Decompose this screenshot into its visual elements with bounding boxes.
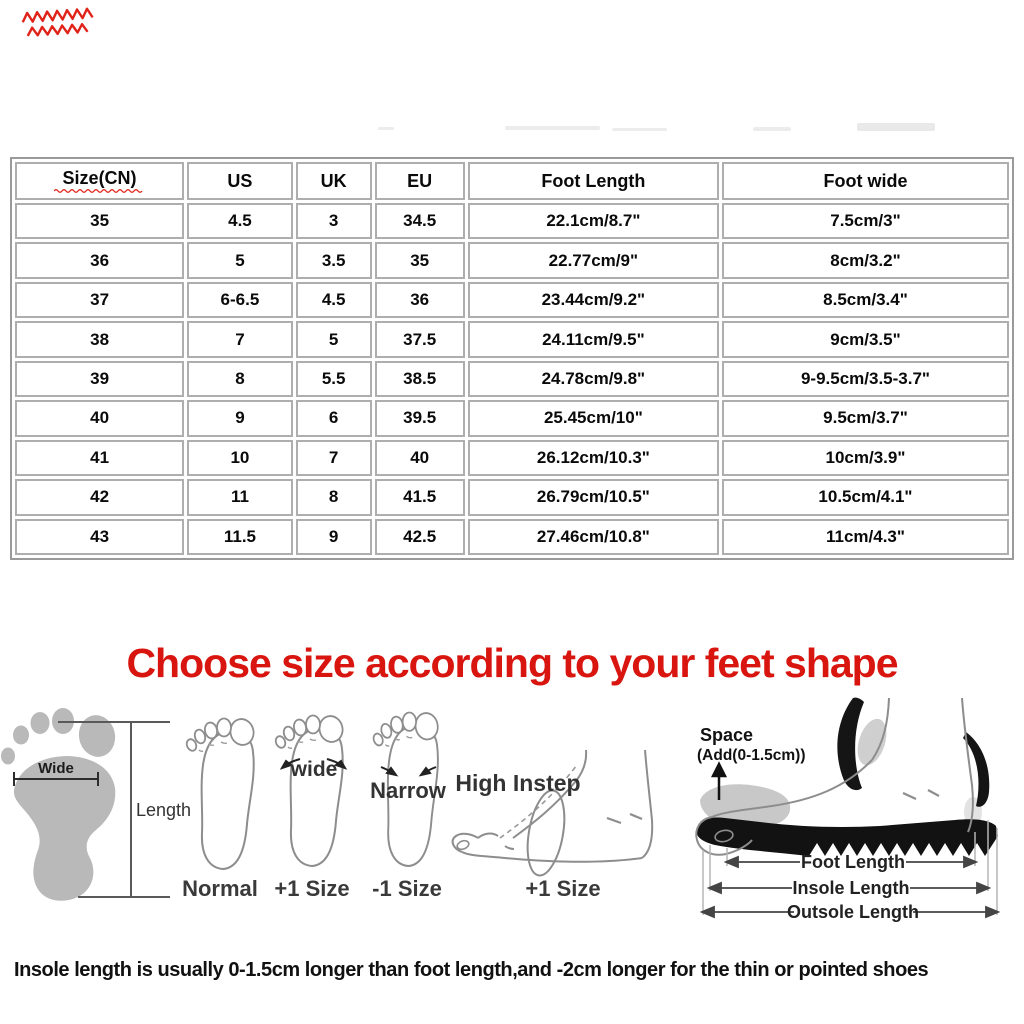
table-cell: 25.45cm/10" [468,400,719,436]
table-row [15,440,1009,476]
table-cell: 26.79cm/10.5" [468,479,719,515]
table-cell: 5.5 [296,361,372,397]
table-cell: 22.77cm/9" [468,242,719,278]
shoe-sole-tread [696,817,998,856]
table-cell: 43 [15,519,184,556]
table-cell: 8 [296,479,372,515]
table-row [15,519,1009,556]
table-row [15,479,1009,515]
table-cell: 9 [296,519,372,556]
table-cell: 3.5 [296,242,372,278]
table-cell: 3 [296,203,372,239]
narrow-foot-figure [370,711,447,901]
table-cell: 24.11cm/9.5" [468,321,719,357]
table-cell: 37 [15,282,184,318]
artifact-smudge [378,127,394,130]
table-cell: 38 [15,321,184,357]
table-cell: 11.5 [187,519,293,556]
space-add-label: (Add(0-1.5cm)) [697,747,806,764]
red-scribble-mark [18,2,122,46]
table-header-row [15,162,1009,200]
table-cell: 9-9.5cm/3.5-3.7" [722,361,1009,397]
table-cell: 36 [375,282,465,318]
table-cell: 41 [15,440,184,476]
table-cell: 40 [15,400,184,436]
table-row [15,242,1009,278]
table-cell: 42 [15,479,184,515]
table-cell: 42.5 [375,519,465,556]
feet-shape-diagram [0,690,1024,960]
narrow-foot-label: Narrow [370,778,446,803]
section-heading: Choose size according to your feet shape [126,640,898,686]
table-cell: 40 [375,440,465,476]
instep-measure-loop [522,788,570,879]
table-cell: 8cm/3.2" [722,242,1009,278]
table-cell: 7 [187,321,293,357]
size-table-body [15,203,1009,555]
table-cell: 41.5 [375,479,465,515]
high-instep-size-label: +1 Size [525,876,601,901]
table-cell: 5 [296,321,372,357]
table-cell: 34.5 [375,203,465,239]
insole-length-label: Insole Length [792,878,910,898]
table-row [15,282,1009,318]
table-cell: 4.5 [187,203,293,239]
table-cell: 36 [15,242,184,278]
normal-label: Normal [182,876,258,901]
artifact-smudge [857,123,935,131]
table-cell: 35 [15,203,184,239]
column-header-eu: EU [375,162,465,200]
table-cell: 4.5 [296,282,372,318]
narrow-foot-size-label: -1 Size [372,876,442,901]
insole-footnote: Insole length is usually 0-1.5cm longer than foot length,and -2cm longer for the thin or pointed shoes [14,959,929,981]
high-instep-figure [453,750,653,901]
table-cell: 5 [187,242,293,278]
artifact-smudge [505,126,600,130]
table-cell: 9cm/3.5" [722,321,1009,357]
shoe-cross-section-figure [696,698,998,922]
toe-nail [456,839,470,851]
artifact-smudge [612,128,667,131]
table-cell: 38.5 [375,361,465,397]
table-cell: 10.5cm/4.1" [722,479,1009,515]
size-conversion-table [10,157,1014,560]
table-cell: 26.12cm/10.3" [468,440,719,476]
table-cell: 39 [15,361,184,397]
wide-foot-label: wide [290,758,338,781]
table-cell: 35 [375,242,465,278]
wide-foot-figure [274,714,350,901]
table-cell: 24.78cm/9.8" [468,361,719,397]
column-header-size-cn [15,162,184,200]
table-cell: 10cm/3.9" [722,440,1009,476]
normal-foot-figure [182,717,258,901]
table-cell: 10 [187,440,293,476]
wide-label: Wide [38,760,74,777]
outsole-length-label: Outsole Length [787,902,919,922]
table-row [15,361,1009,397]
table-cell: 9.5cm/3.7" [722,400,1009,436]
table-row [15,203,1009,239]
column-header-foot-wide: Foot wide [722,162,1009,200]
foot-length-label: Foot Length [801,852,905,872]
table-cell: 8.5cm/3.4" [722,282,1009,318]
table-row [15,321,1009,357]
table-cell: 22.1cm/8.7" [468,203,719,239]
table-cell: 6-6.5 [187,282,293,318]
wide-foot-size-label: +1 Size [274,876,350,901]
table-cell: 7.5cm/3" [722,203,1009,239]
artifact-smudge [753,127,791,131]
scribble-stroke [27,24,87,36]
table-cell: 11 [187,479,293,515]
table-cell: 8 [187,361,293,397]
table-cell: 37.5 [375,321,465,357]
column-header-uk: UK [296,162,372,200]
space-label: Space [700,725,754,745]
column-header-foot-length: Foot Length [468,162,719,200]
table-cell: 23.44cm/9.2" [468,282,719,318]
table-cell: 27.46cm/10.8" [468,519,719,556]
table-cell: 11cm/4.3" [722,519,1009,556]
column-header-us: US [187,162,293,200]
footprint-shape [14,756,115,901]
table-cell: 39.5 [375,400,465,436]
footprint-measure-figure [1,708,191,901]
column-header-label: Size(CN) [62,167,137,188]
scribble-stroke [22,8,92,22]
high-instep-label: High Instep [455,770,581,796]
red-squiggle-underline-icon [54,188,146,194]
table-cell: 7 [296,440,372,476]
table-cell: 9 [187,400,293,436]
table-cell: 6 [296,400,372,436]
length-label: Length [136,800,192,820]
table-row [15,400,1009,436]
